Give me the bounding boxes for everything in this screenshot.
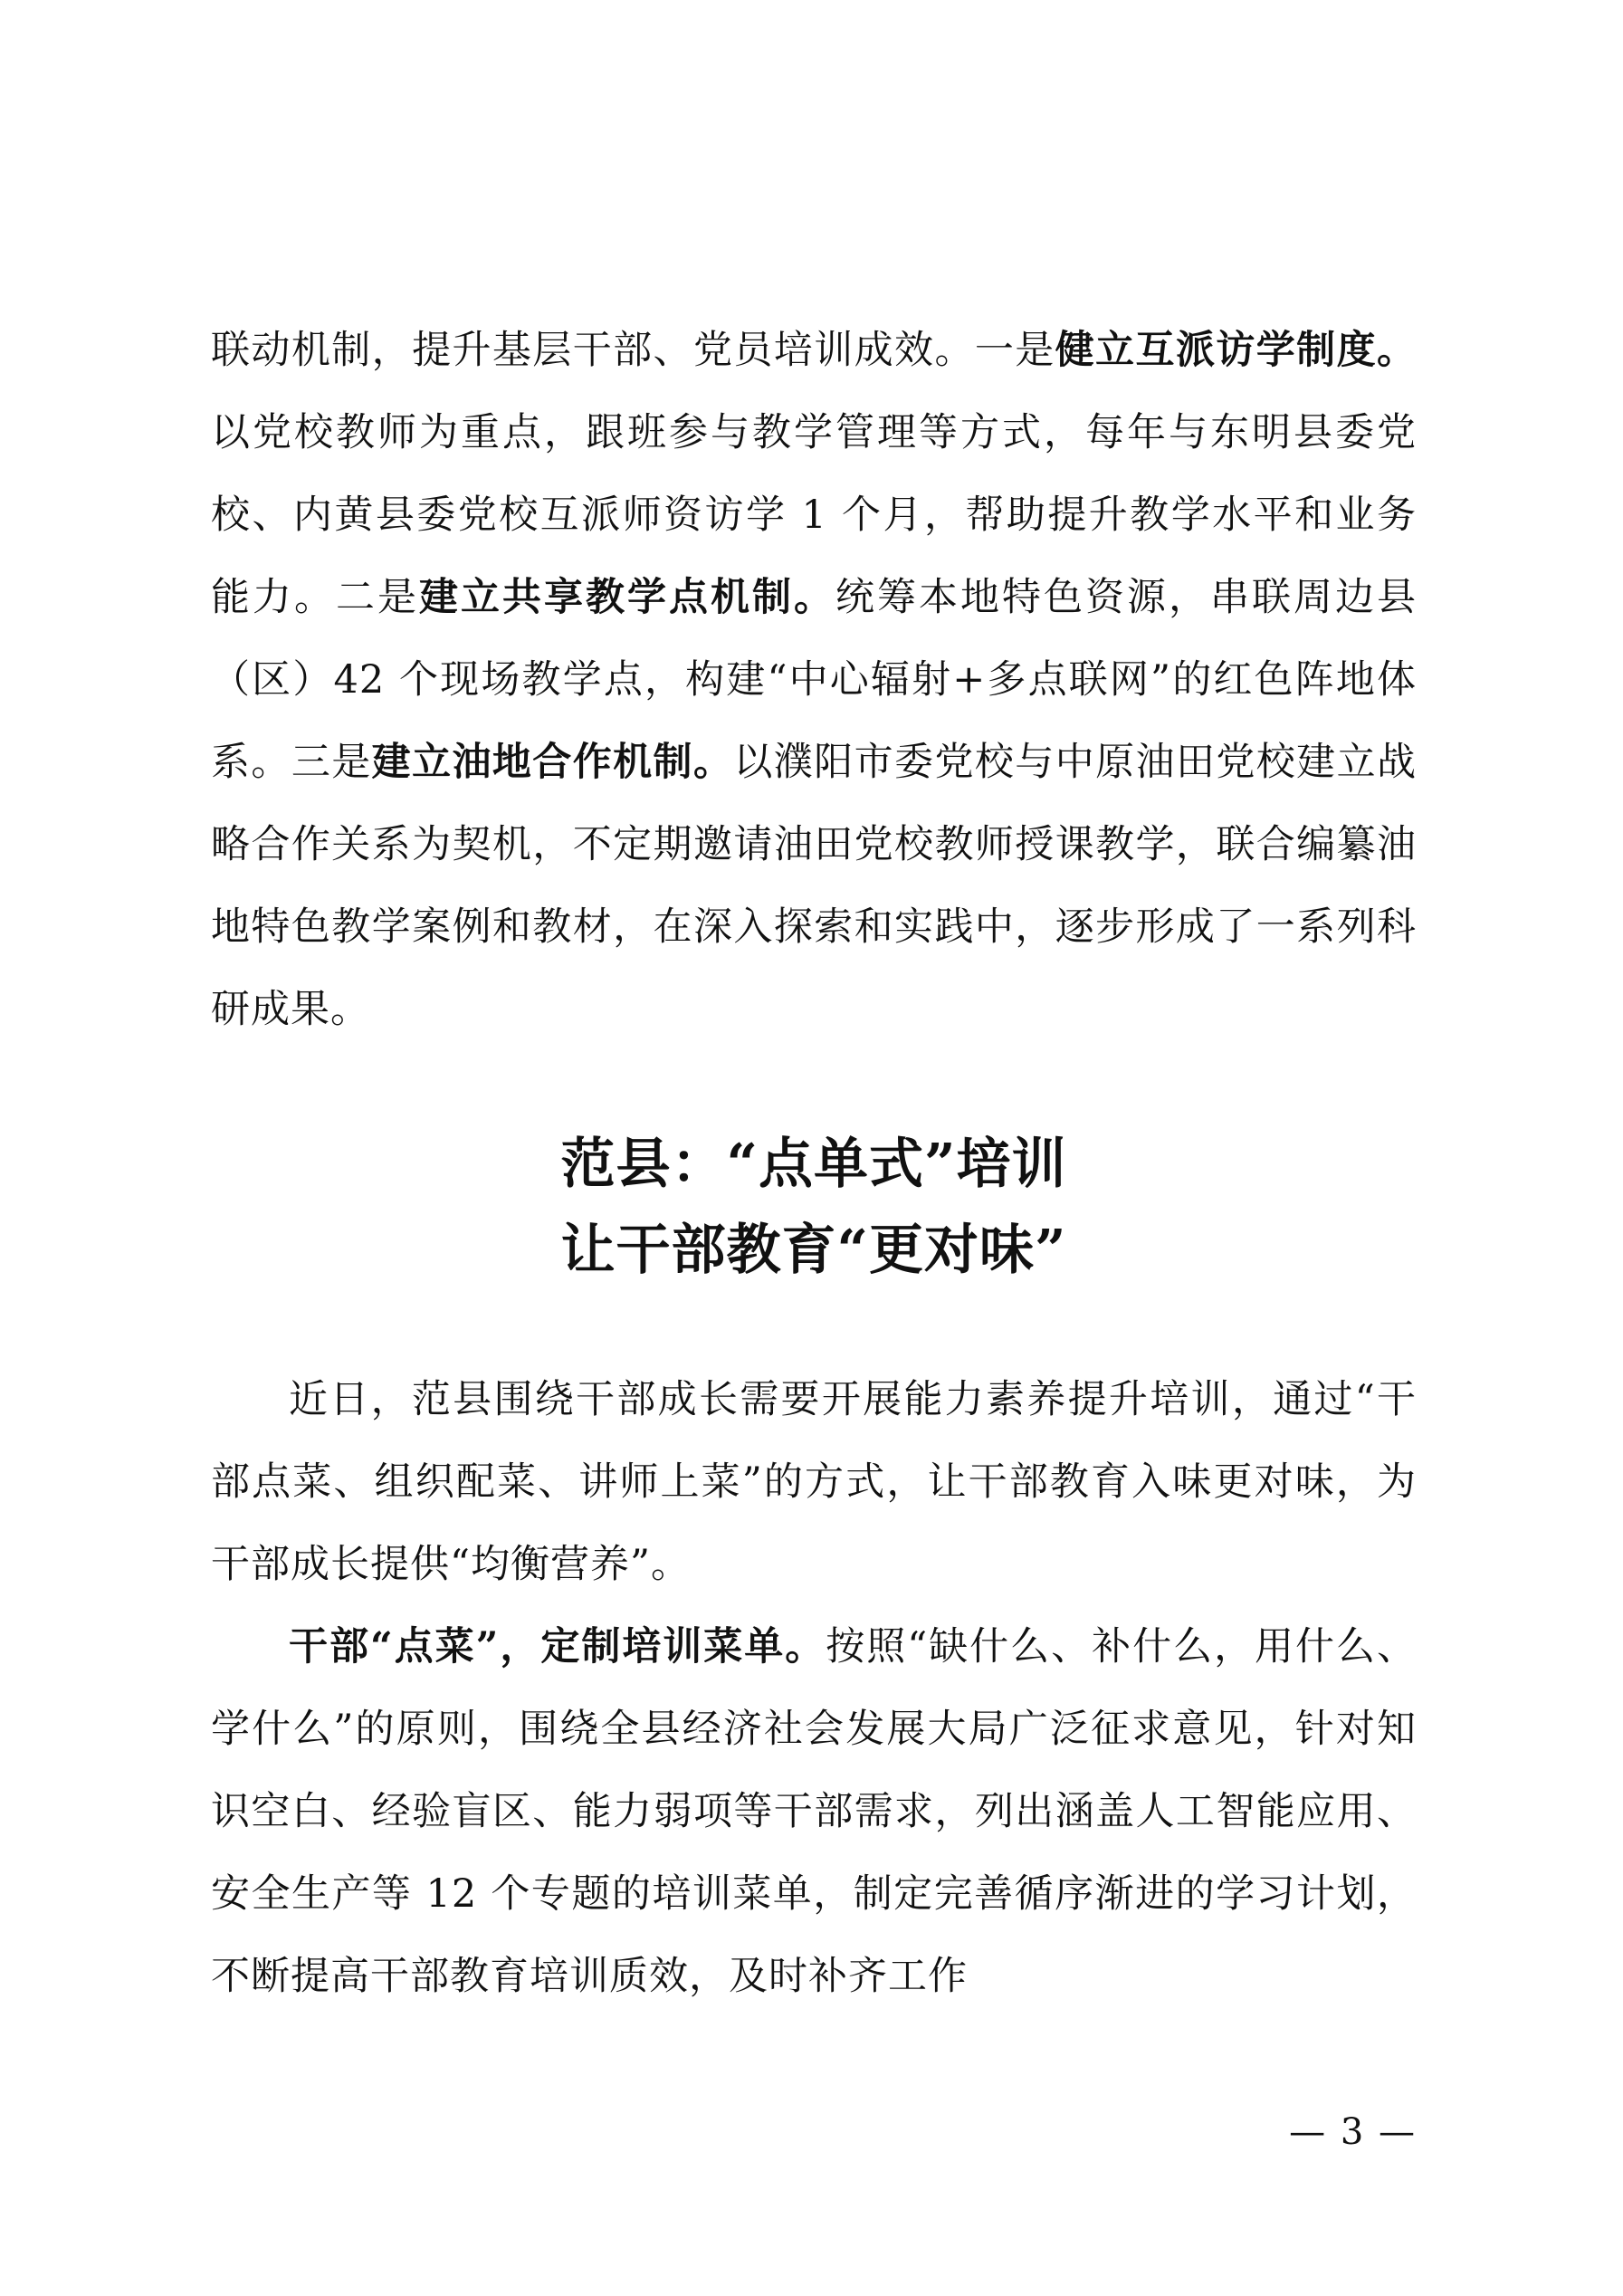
article-title-line-2: 让干部教育“更对味”: [560, 1219, 1067, 1282]
page-content: [211, 310, 1417, 2018]
paragraph-3-body: 按照“缺什么、补什么，用什么、学什么”的原则，围绕全县经济社会发展大局广泛征求意见，针对知识空白、经验盲区、能力弱项等干部需求，列出涵盖人工智能应用、安全生产等 12 个专题的培训菜单，制定完善循序渐进的学习计划，不断提高干部教育培训质效，及时补齐工作: [211, 1624, 1418, 1999]
paragraph-1-bold-1: 健立互派访学制度。: [1055, 328, 1418, 373]
page-number: — 3 —: [1289, 2111, 1417, 2153]
paragraph-1-text-1: 联动机制，提升基层干部、党员培训成效。一是: [211, 328, 1055, 373]
paragraph-1-text-3: 统筹本地特色资源，串联周边县（区）42 个现场教学点，构建“中心辐射+多点联网”的红色阵地体系。三是: [211, 575, 1417, 785]
paragraph-1-text-4: 以濮阳市委党校与中原油田党校建立战略合作关系为契机，不定期邀请油田党校教师授课教学，联合编纂油地特色教学案例和教材，在深入探索和实践中，逐步形成了一系列科研成果。: [211, 740, 1418, 1032]
paragraph-1-bold-2: 建立共享教学点机制。: [419, 575, 835, 620]
body-paragraph-1: [211, 310, 1417, 1051]
paragraph-1-text-2: 以党校教师为重点，跟班参与教学管理等方式，每年与东明县委党校、内黄县委党校互派师资访学 1 个月，帮助提升教学水平和业务能力。二是: [211, 410, 1417, 620]
body-paragraph-3: [211, 1606, 1417, 2018]
body-paragraph-2: 近日，范县围绕干部成长需要开展能力素养提升培训，通过“干部点菜、组织配菜、讲师上菜”的方式，让干部教育入味更对味，为干部成长提供“均衡营养”。: [211, 1377, 1417, 1587]
paragraph-1-bold-3: 建立油地合作机制。: [371, 740, 734, 785]
article-title-line-1: 范县：“点单式”培训: [560, 1133, 1067, 1196]
article-title: [211, 1122, 1417, 1294]
paragraph-3-heading: 干部“点菜”，定制培训菜单。: [289, 1624, 826, 1669]
